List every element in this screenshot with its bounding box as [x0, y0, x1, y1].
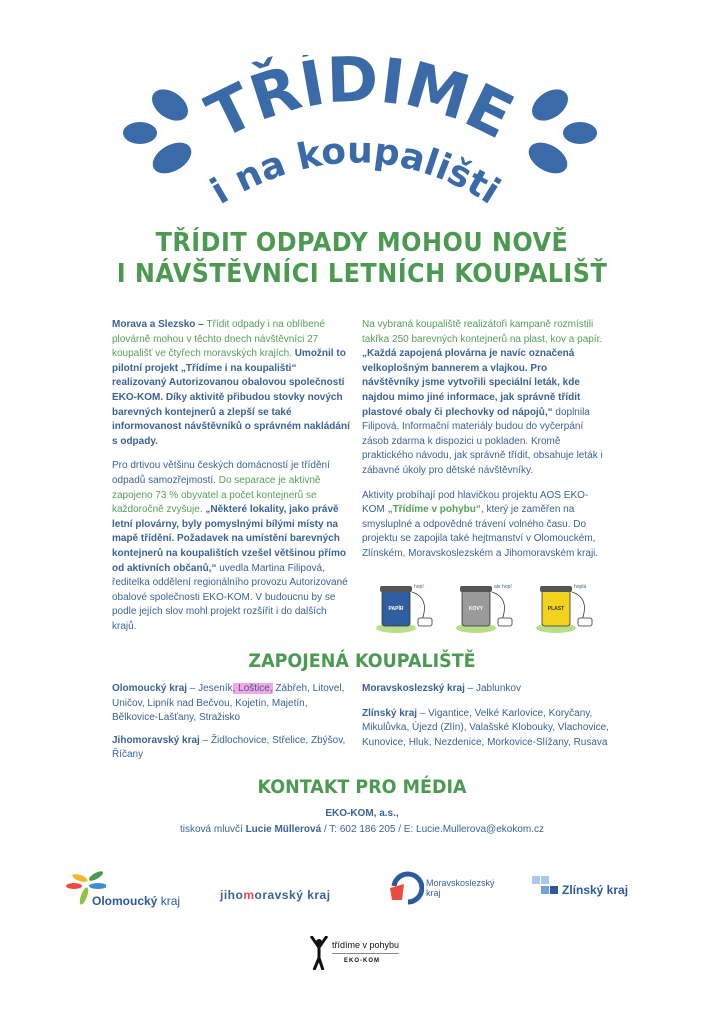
text-span: Třídit odpady i na oblíbené plovárně mohou v těchto dnech návštěvníci 27 koupališť ve čtyřech moravských krajích.: [112, 319, 325, 360]
region-jihomoravsky: [112, 734, 347, 763]
squares-icon: [532, 876, 558, 898]
headline-line-2: I NÁVŠTĚVNÍCI LETNÍCH KOUPALIŠŤ: [116, 259, 608, 289]
msk-emblem-icon: [388, 870, 424, 906]
text-span: doplnila Filipová. Informační materiály budou do vyčerpání zásob zdarma k dispozici u pokladen. Kromě praktického návodu, jak správně třídit, obsahuje leták i zábavné úkoly pro dětské návštěvníky.: [362, 406, 603, 476]
project-name: „Třídíme v pohybu“: [387, 504, 481, 516]
region-name: Olomoucký kraj: [112, 683, 188, 694]
recycling-bin-papír: [376, 584, 432, 633]
towns: Zábřeh, Litovel, Uničov, Lipník nad Bečvou, Kojetín, Majetín, Bělkovice-Lašťany, Stražisko: [112, 683, 345, 724]
region-moravskoslezsky: [362, 682, 612, 697]
region-olomoucky: [112, 682, 347, 726]
paragraph: [112, 318, 350, 449]
recycling-bin-plast: [536, 584, 592, 633]
jumping-person-icon: [310, 936, 328, 970]
logo-text: kraj: [426, 888, 441, 898]
contact-phone-email[interactable]: / T: 602 186 205 / E: Lucie.Mullerova@ekokom.cz: [321, 824, 545, 835]
paragraph: [362, 489, 606, 562]
region-name: Jihomoravský kraj: [112, 734, 200, 746]
text-span: Umožnil to pilotní projekt „Třídíme i na koupališti“ realizovaný Autorizovanou obalovou společností EKO-KOM. Díky aktivitě přibudou stovky nových barevných kontejnerů a zlepší se také informovanost návštěvníků o správném nakládání s odpady.: [112, 348, 350, 447]
towns: – Židlochovice, Střelice, Zbýšov, Říčany: [112, 734, 346, 761]
text-span: Do separace je aktivně zapojeno 73 % obyvatel a počet kontejnerů se každoročně zvyšuje.: [112, 474, 321, 516]
towns: – Vigantice, Velké Karlovice, Koryčany, Mikulůvka, Újezd (Zlín), Valašské Klobouky, Vlachovice, Kunovice, Hluk, Nezdenice, Morkovice-Slížany, Rusava: [362, 707, 609, 748]
region-name: Moravskoslezský kraj: [362, 683, 465, 694]
svg-text:i na koupališti: [204, 130, 507, 212]
water-drops-right-icon: [523, 83, 597, 180]
logo-text: Olomoucký: [92, 894, 158, 908]
contact-role: tisková mluvčí: [179, 824, 246, 835]
right-column: [362, 318, 606, 572]
footer-logo-text: třídíme v pohybu: [332, 940, 399, 954]
logo-olomoucky-kraj: [66, 868, 180, 908]
logo-text: kraj: [157, 894, 181, 908]
region-zlinsky: [362, 707, 612, 751]
highlighted-town: , Loštice,: [232, 683, 273, 694]
logo-text: jiho: [220, 888, 244, 902]
quote: „Některé lokality, jako právě letní plovárny, byly pomyslnými bílými místy na mapě třídění. Požadavek na umístění barevných kontejnerů na koupalištích vzešel většinou přímo od aktivních občanů,“: [112, 504, 346, 574]
logo-jihomoravsky-kraj: [220, 888, 331, 902]
paragraph: [112, 459, 350, 634]
logo-text: Moravskoslezský: [426, 878, 495, 888]
regions-right: [362, 682, 612, 758]
region-name: Zlínský kraj: [362, 707, 418, 719]
campaign-logo: [110, 55, 610, 215]
section-title-participants: ZAPOJENÁ KOUPALIŠTĚ: [248, 650, 476, 672]
logo-title: TŘÍDÍME: [195, 55, 525, 154]
contact-name: Lucie Müllerová: [245, 824, 322, 835]
contact-line: [0, 822, 724, 838]
recycling-bins-illustration: [372, 578, 602, 634]
recycling-bin-kovy: [456, 584, 512, 633]
bin-label: PAPÍR: [388, 606, 404, 612]
contact-block: [0, 806, 724, 838]
logo-text: m: [243, 888, 255, 902]
bin-tag: ale hop!: [494, 584, 512, 590]
text-span: Pro drtivou většinu českých domácností je třídění odpadů samozřejmostí.: [112, 460, 330, 486]
footer-logo-tridime-v-pohybu: [310, 936, 420, 970]
text-span: Na vybraná koupaliště realizátoři kampaně rozmístili takřka 250 barevných kontejnerů na plast, kov a papír.: [362, 319, 603, 345]
text-span: Aktivity probíhají pod hlavičkou projektu AOS EKO-KOM: [362, 489, 589, 516]
bin-label: PLAST: [547, 606, 565, 612]
headline-line-1: TŘÍDIT ODPADY MOHOU NOVĚ: [155, 228, 569, 258]
regions-left: [112, 682, 347, 771]
water-drops-left-icon: [123, 83, 197, 180]
logo-text: oravský kraj: [254, 888, 331, 902]
text-span: uvedla Martina Filipová, ředitelka oddělení regionálního provozu Autorizované obalové společnosti EKO-KOM. V budoucnu by se podle jejích slov mohl projekt rozšířit i do dalších krajů.: [112, 562, 348, 632]
contact-company: EKO-KOM, a.s.,: [325, 808, 399, 819]
logo-zlinsky-kraj: [532, 876, 628, 898]
quote: „Každá zapojená plovárna je navíc označená velkoplošným bannerem a vlajkou. Pro návštěvníky jsme vytvořili speciální leták, kde najdou mimo jiné informace, jak správně třídit plastové obaly či plechovky od nápojů,“: [362, 348, 581, 418]
footer-logo-brand: EKO-KOM: [344, 958, 380, 964]
bin-label: KOVY: [468, 606, 484, 612]
paragraph: [362, 318, 606, 479]
text-span: , který je zaměřen na smysluplné a odpovědné trávení volného času. Do projektu se zapojila také hejtmanství v Olomouckém, Zlínském, Moravskoslezském a Jihomoravském kraji.: [362, 504, 599, 559]
towns: – Jablunkov: [464, 683, 521, 694]
bin-tag: hoplá: [574, 584, 587, 590]
logo-moravskoslezsky-kraj: [388, 870, 495, 906]
left-column: [112, 318, 350, 644]
bin-tag: hop!: [414, 584, 424, 590]
headline: [29, 228, 695, 290]
partner-logos: [60, 866, 660, 916]
logo-subtitle: i na koupališti: [204, 130, 507, 213]
logo-text: Zlínský kraj: [562, 883, 629, 897]
lead-location: Morava a Slezsko –: [112, 319, 207, 330]
section-title-contact: KONTAKT PRO MÉDIA: [257, 776, 467, 798]
towns: – Jeseník: [187, 683, 233, 694]
